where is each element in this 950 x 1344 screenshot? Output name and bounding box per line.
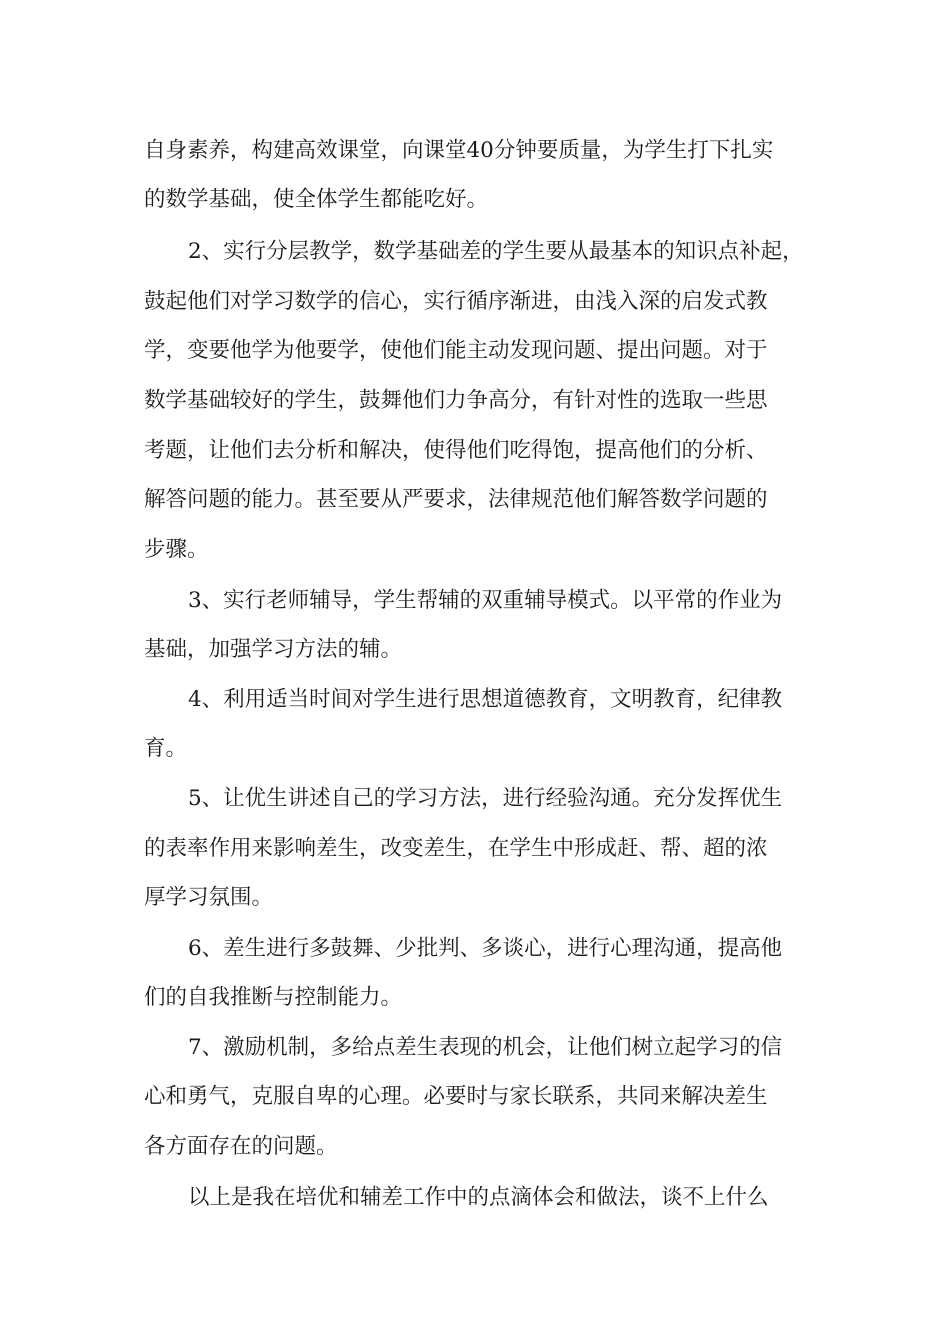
text-line: 心和勇气，克服自卑的心理。必要时与家长联系，共同来解决差生	[144, 1084, 768, 1109]
text-line: 7、激励机制，多给点差生表现的机会，让他们树立起学习的信	[188, 1035, 783, 1060]
text-line: 3、实行老师辅导，学生帮辅的双重辅导模式。以平常的作业为	[188, 588, 783, 613]
text-line: 基础，加强学习方法的辅。	[144, 637, 403, 662]
text-line: 学，变要他学为他要学，使他们能主动发现问题、提出问题。对于	[144, 338, 768, 363]
text-line: 的数学基础，使全体学生都能吃好。	[144, 187, 489, 212]
text-line: 考题，让他们去分析和解决，使得他们吃得饱，提高他们的分析、	[144, 438, 768, 463]
text-line: 各方面存在的问题。	[144, 1134, 338, 1159]
text-line: 鼓起他们对学习数学的信心，实行循序渐进，由浅入深的启发式教	[144, 289, 768, 314]
text-line: 以上是我在培优和辅差工作中的点滴体会和做法，谈不上什么	[188, 1185, 769, 1210]
text-line: 们的自我推断与控制能力。	[144, 985, 403, 1010]
text-line: 解答问题的能力。甚至要从严要求，法律规范他们解答数学问题的	[144, 487, 768, 512]
text-line: 自身素养，构建高效课堂，向课堂40分钟要质量，为学生打下扎实	[144, 138, 774, 163]
text-line: 2、实行分层教学，数学基础差的学生要从最基本的知识点补起，	[188, 239, 804, 264]
text-line: 数学基础较好的学生，鼓舞他们力争高分，有针对性的选取一些思	[144, 388, 768, 413]
text-line: 6、差生进行多鼓舞、少批判、多谈心，进行心理沟通，提高他	[188, 936, 783, 961]
text-line: 育。	[144, 736, 188, 761]
text-line: 的表率作用来影响差生，改变差生，在学生中形成赶、帮、超的浓	[144, 836, 768, 861]
text-line: 步骤。	[144, 537, 209, 562]
text-line: 厚学习氛围。	[144, 885, 274, 910]
text-line: 4、利用适当时间对学生进行思想道德教育，文明教育，纪律教	[188, 687, 783, 712]
text-line: 5、让优生讲述自己的学习方法，进行经验沟通。充分发挥优生	[188, 786, 783, 811]
